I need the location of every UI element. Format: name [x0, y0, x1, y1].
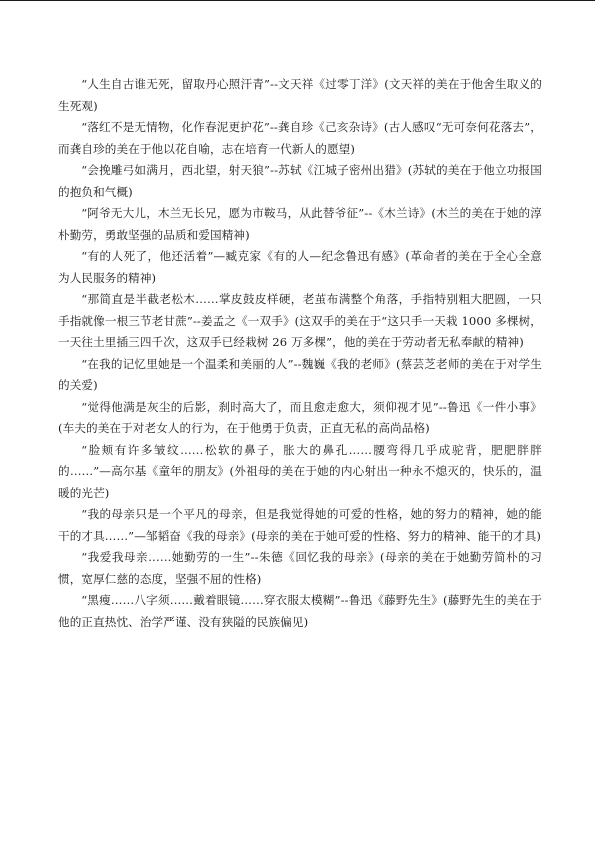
header-rule [0, 0, 595, 1]
quote-paragraph-my-teacher: “在我的记忆里她是一个温柔和美丽的人”--魏巍《我的老师》(蔡芸芝老师的美在于对学生的关爱) [58, 356, 542, 392]
document-body [58, 74, 542, 633]
quote-paragraph-pair-of-hands: “那简直是半截老松木……掌皮鼓皮样硬，老茧布满整个角落，手指特别粗大肥圆，一只手指就像一根三节老甘蔗”--姜孟之《一双手》(这双手的美在于“这只手一天栽 1000 多棵树，一天往土里插三四千次，这双手已经栽树 26 万多棵”，他的美在于劳动者无私奉献的精神) [58, 292, 542, 349]
quote-paragraph-zang-kejia: “有的人死了，他还活着”—臧克家《有的人—纪念鲁迅有感》(革命者的美在于全心全意为人民服务的精神) [58, 249, 542, 285]
quote-paragraph-wen-tianxiang: “人生自古谁无死，留取丹心照汗青”--文天祥《过零丁洋》(文天祥的美在于他舍生取义的生死观) [58, 77, 542, 113]
quote-paragraph-mr-fujino: “黑瘦……八字须……戴着眼镜……穿衣服太模糊”--鲁迅《藤野先生》(藤野先生的美在于他的正直热忱、治学严谨、没有狭隘的民族偏见) [58, 593, 542, 629]
quote-paragraph-gong-zizhen: “落红不是无情物，化作春泥更护花”--龚自珍《己亥杂诗》(古人感叹“无可奈何花落去”，而龚自珍的美在于他以花自喻，志在培育一代新人的愿望) [58, 120, 542, 156]
quote-paragraph-mulan: “阿爷无大儿，木兰无长兄，愿为市鞍马，从此替爷征”--《木兰诗》(木兰的美在于她的淳朴勤劳，勇敢坚强的品质和爱国精神) [58, 206, 542, 242]
quote-paragraph-childhood-friend: “脸颊有许多皱纹……松软的鼻子，胀大的鼻孔……腰弯得几乎成驼背，肥肥胖胖的……”—高尔基《童年的朋友》(外祖母的美在于她的内心射出一种永不熄灭的，快乐的，温暖的光芒) [58, 442, 542, 500]
quote-paragraph-su-shi: “会挽雕弓如满月，西北望，射天狼”--苏轼《江城子密州出猎》(苏轼的美在于他立功报国的抱负和气概) [58, 163, 542, 199]
quote-paragraph-my-mother-zhu: “我爱我母亲……她勤劳的一生”--朱德《回忆我的母亲》(母亲的美在于她勤劳简朴的习惯，宽厚仁慈的态度，坚强不屈的性格) [58, 550, 542, 586]
quote-paragraph-my-mother-zou: “我的母亲只是一个平凡的母亲，但是我觉得她的可爱的性格，她的努力的精神，她的能干的才具……”—邹韬奋《我的母亲》(母亲的美在于她可爱的性格、努力的精神、能干的才具) [58, 507, 542, 543]
quote-paragraph-small-incident: “觉得他满是灰尘的后影，刹时高大了，而且愈走愈大，须仰视才见”--鲁迅《一件小事》(车夫的美在于对老女人的行为，在于他勇于负责，正直无私的高尚品格) [58, 399, 542, 435]
